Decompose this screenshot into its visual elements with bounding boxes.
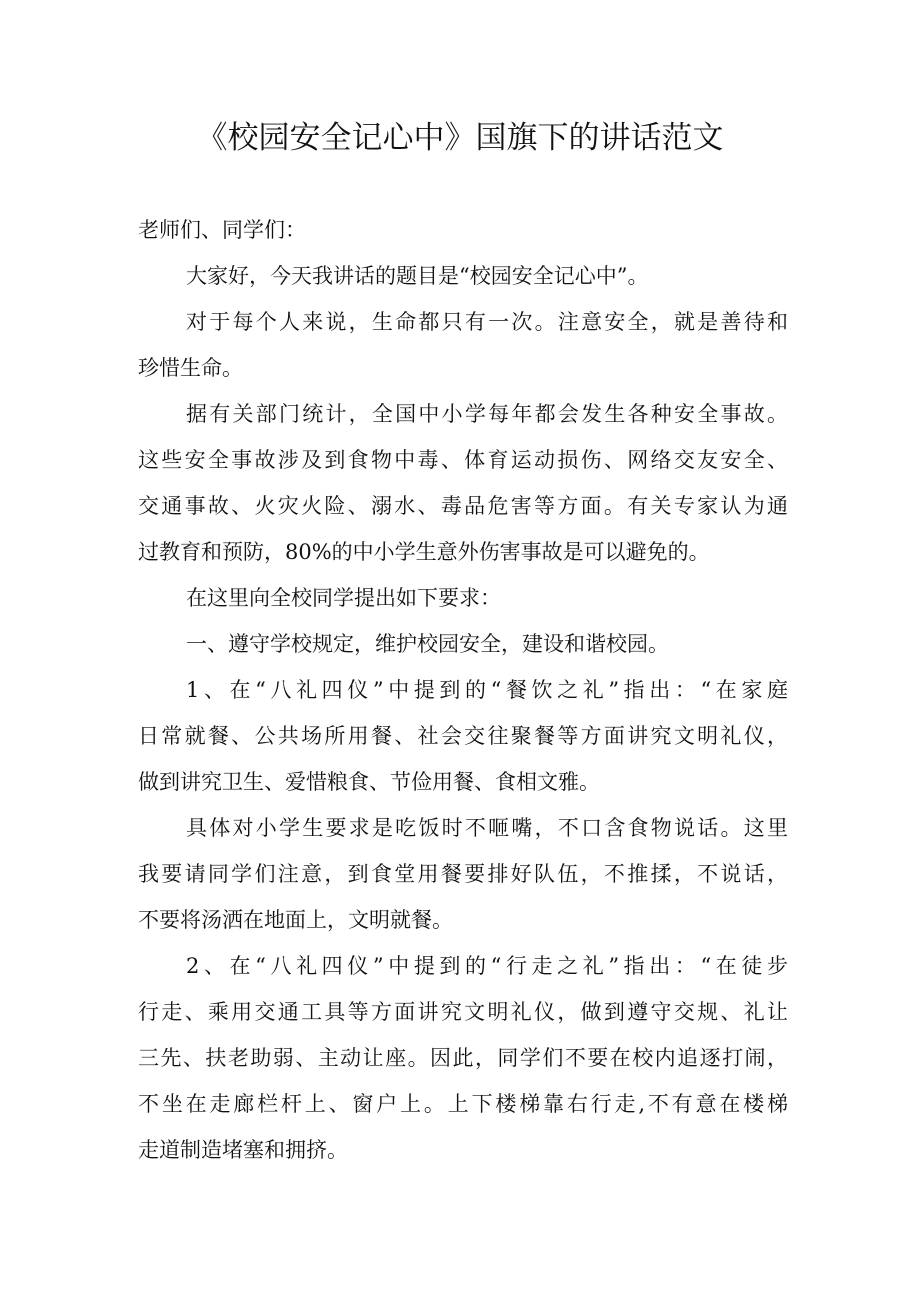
paragraph-line: 大家好，今天我讲话的题目是“校园安全记心中”。 <box>186 264 649 288</box>
paragraph-line: 过教育和预防，80%的中小学生意外伤害事故是可以避免的。 <box>138 540 710 564</box>
paragraph-line: 老师们、同学们： <box>138 218 306 242</box>
paragraph-line: 这些安全事故涉及到食物中毒、体育运动损伤、网络交友安全、 <box>138 448 788 472</box>
paragraph-line: 行走、乘用交通工具等方面讲究文明礼仪，做到遵守交规、礼让 <box>138 1000 788 1024</box>
paragraph-line: 我要请同学们注意，到食堂用餐要排好队伍，不推揉，不说话， <box>138 862 788 886</box>
paragraph-line: 不要将汤洒在地面上，文明就餐。 <box>138 908 453 932</box>
paragraph-line: 交通事故、火灾火险、溺水、毒品危害等方面。有关专家认为通 <box>138 494 788 518</box>
paragraph-line: 不坐在走廊栏杆上、窗户上。上下楼梯靠右行走,不有意在楼梯 <box>138 1092 788 1116</box>
paragraph-line: 走道制造堵塞和拥挤。 <box>138 1138 348 1162</box>
paragraph-line: 三先、扶老助弱、主动让座。因此，同学们不要在校内追逐打闹， <box>138 1046 788 1070</box>
paragraph-line: 日常就餐、公共场所用餐、社会交往聚餐等方面讲究文明礼仪， <box>138 724 788 748</box>
paragraph-line: 据有关部门统计，全国中小学每年都会发生各种安全事故。 <box>186 402 788 426</box>
paragraph-line: 在这里向全校同学提出如下要求： <box>186 586 501 610</box>
paragraph-line: 一、遵守学校规定，维护校园安全，建设和谐校园。 <box>186 632 669 656</box>
paragraph-line: 珍惜生命。 <box>138 356 243 380</box>
paragraph-line: 具体对小学生要求是吃饭时不咂嘴，不口含食物说话。这里 <box>186 816 788 840</box>
paragraph-line: 1、在“八礼四仪”中提到的“餐饮之礼”指出：“在家庭 <box>186 678 788 702</box>
document-title: 《校园安全记心中》国旗下的讲话范文 <box>196 120 724 156</box>
paragraph-line: 2、在“八礼四仪”中提到的“行走之礼”指出：“在徒步 <box>186 954 788 978</box>
paragraph-line: 做到讲究卫生、爱惜粮食、节俭用餐、食相文雅。 <box>138 770 600 794</box>
document-body <box>138 207 788 1173</box>
paragraph-line: 对于每个人来说，生命都只有一次。注意安全，就是善待和 <box>186 310 788 334</box>
